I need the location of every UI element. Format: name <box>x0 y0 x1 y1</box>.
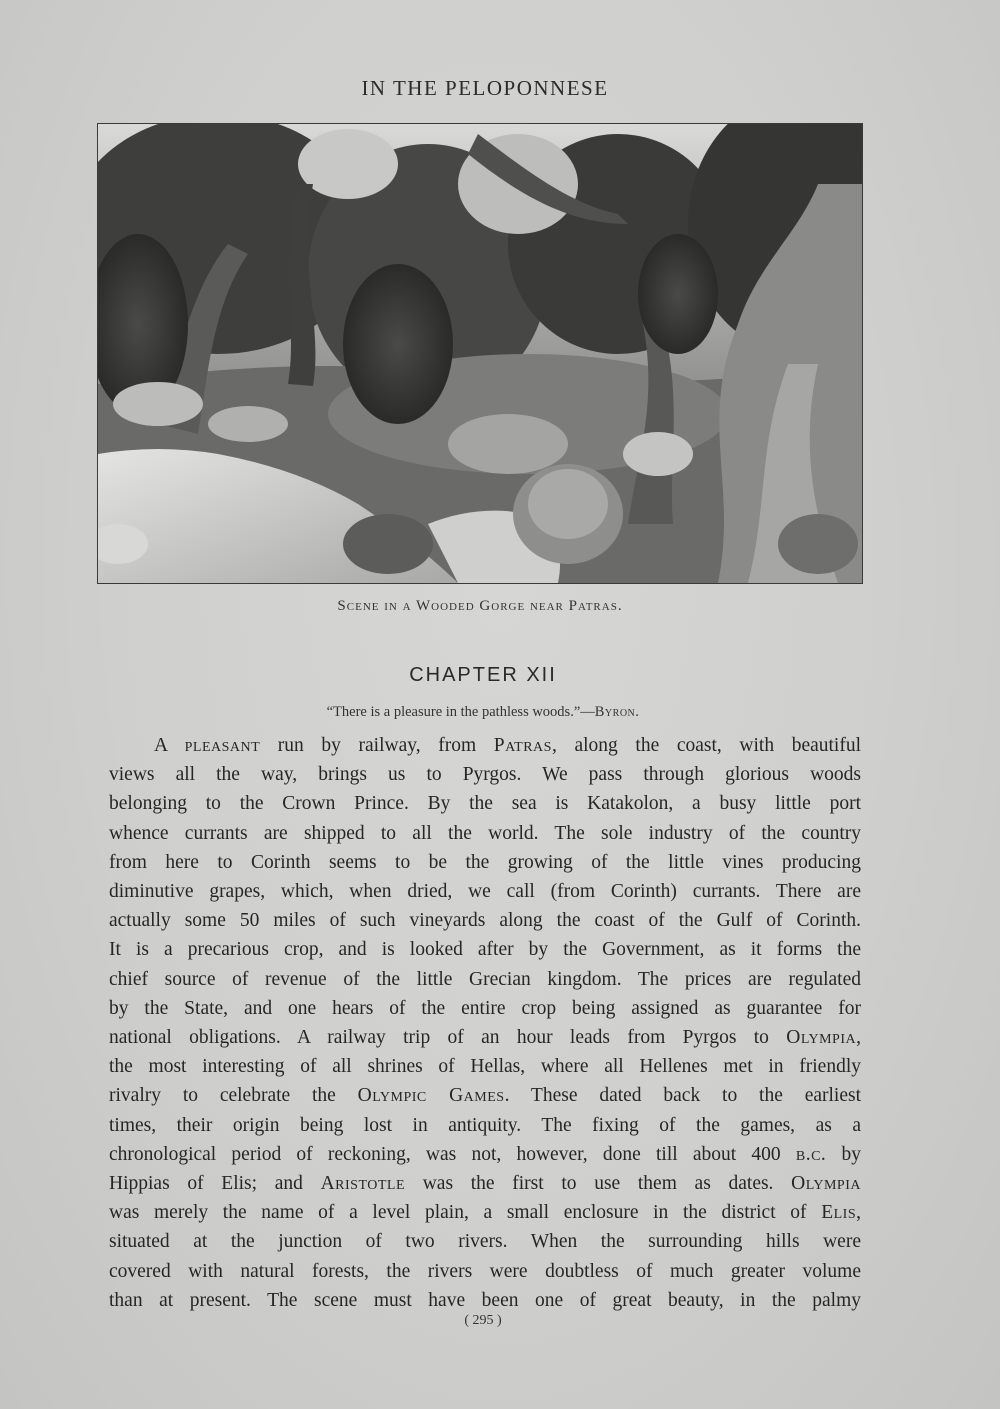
body-line: was merely the name of a level plain, a small enclosure in the district of Elis, <box>109 1202 861 1224</box>
body-line: It is a precarious crop, and is looked after by the Government, as it forms the <box>109 939 861 961</box>
epigraph-quote: “There is a pleasure in the pathless woods.”— <box>326 704 595 720</box>
body-line: whence currants are shipped to all the world. The sole industry of the country <box>109 822 861 844</box>
epigraph-author: Byron. <box>594 704 640 720</box>
running-head: IN THE PELOPONNESE <box>361 76 609 100</box>
chapter-title: CHAPTER XII <box>409 664 557 686</box>
illustration-wooded-gorge <box>97 123 863 584</box>
body-line: the most interesting of all shrines of Hellas, where all Hellenes met in friendly <box>109 1056 861 1078</box>
body-line: than at present. The scene must have been one of great beauty, in the palmy <box>109 1289 861 1311</box>
body-line: actually some 50 miles of such vineyards along the coast of the Gulf of Corinth. <box>109 910 861 932</box>
body-line: A pleasant run by railway, from Patras, along the coast, with beautiful <box>154 735 861 756</box>
body-line: situated at the junction of two rivers. When the surrounding hills were <box>109 1231 861 1253</box>
body-line: diminutive grapes, which, when dried, we call (from Corinth) currants. There are <box>109 881 861 903</box>
body-line: views all the way, brings us to Pyrgos. We pass through glorious woods <box>109 764 861 786</box>
body-line: rivalry to celebrate the Olympic Games. These dated back to the earliest <box>109 1085 862 1107</box>
figure-caption: Scene in a Wooded Gorge near Patras. <box>337 598 623 614</box>
chapter-body <box>109 731 861 1315</box>
body-line: belonging to the Crown Prince. By the sea is Katakolon, a busy little port <box>109 793 861 815</box>
body-line: Hippias of Elis; and Aristotle was the first to use them as dates. Olympia <box>109 1173 861 1195</box>
body-line: from here to Corinth seems to be the growing of the little vines producing <box>109 851 861 873</box>
body-line: times, their origin being lost in antiquity. The fixing of the games, as a <box>109 1114 861 1136</box>
body-line: chief source of revenue of the little Grecian kingdom. The prices are regulated <box>109 968 861 990</box>
body-line: covered with natural forests, the rivers were doubtless of much greater volume <box>109 1260 861 1282</box>
body-line: by the State, and one hears of the entire crop being assigned as guarantee for <box>109 997 861 1019</box>
body-line: chronological period of reckoning, was not, however, done till about 400 b.c. by <box>109 1143 861 1165</box>
epigraph <box>0 704 966 721</box>
body-line: national obligations. A railway trip of an hour leads from Pyrgos to Olympia, <box>109 1027 861 1049</box>
page-number: ( 295 ) <box>464 1313 502 1328</box>
